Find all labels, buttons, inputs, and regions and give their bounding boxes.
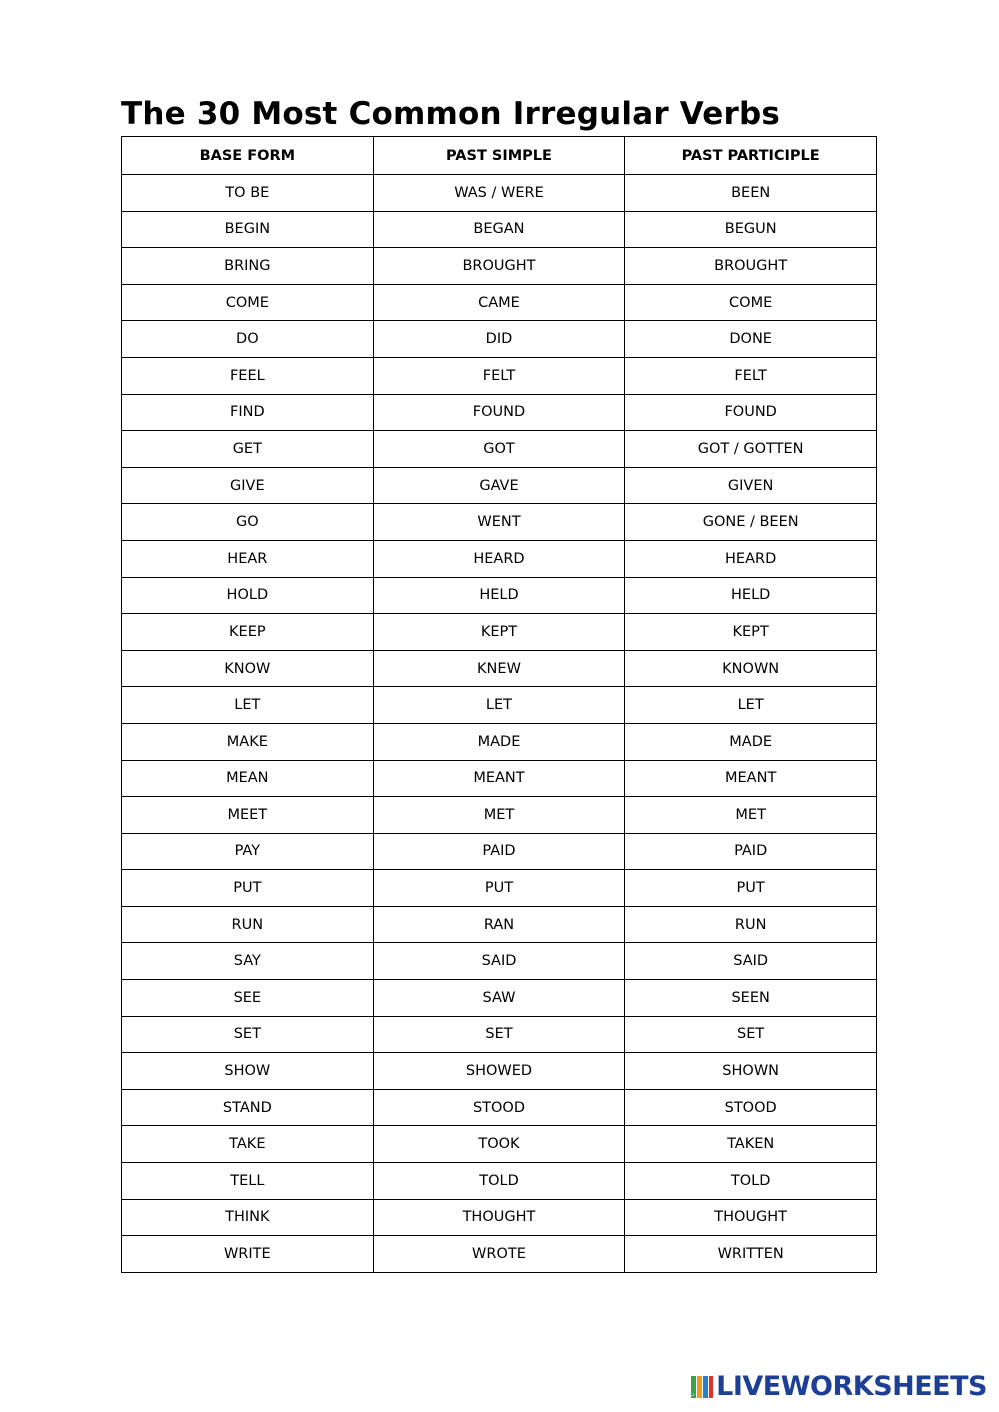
table-row [122, 211, 877, 248]
base-form-cell: BEGIN [122, 211, 374, 248]
column-header-past-participle: PAST PARTICIPLE [625, 137, 877, 175]
base-form-cell: THINK [122, 1199, 374, 1236]
liveworksheets-brand [690, 1371, 987, 1403]
table-row [122, 870, 877, 907]
past-simple-cell: THOUGHT [373, 1199, 625, 1236]
table-row [122, 980, 877, 1017]
past-participle-cell: KNOWN [625, 650, 877, 687]
past-simple-cell: GAVE [373, 467, 625, 504]
table-row [122, 797, 877, 834]
past-participle-cell: MEANT [625, 760, 877, 797]
past-simple-cell: HELD [373, 577, 625, 614]
table-header-row [122, 137, 877, 175]
base-form-cell: LET [122, 687, 374, 724]
base-form-cell: GIVE [122, 467, 374, 504]
past-participle-cell: HELD [625, 577, 877, 614]
past-simple-cell: DID [373, 321, 625, 358]
base-form-cell: DO [122, 321, 374, 358]
past-participle-cell: PUT [625, 870, 877, 907]
past-simple-cell: TOOK [373, 1126, 625, 1163]
base-form-cell: SHOW [122, 1053, 374, 1090]
table-row [122, 943, 877, 980]
past-participle-cell: LET [625, 687, 877, 724]
past-simple-cell: SET [373, 1016, 625, 1053]
table-row [122, 1126, 877, 1163]
base-form-cell: KNOW [122, 650, 374, 687]
past-simple-cell: BEGAN [373, 211, 625, 248]
past-participle-cell: PAID [625, 833, 877, 870]
past-simple-cell: WROTE [373, 1236, 625, 1273]
past-simple-cell: MADE [373, 723, 625, 760]
past-simple-cell: PUT [373, 870, 625, 907]
table-row [122, 1053, 877, 1090]
base-form-cell: RUN [122, 906, 374, 943]
table-row [122, 431, 877, 468]
past-participle-cell: MADE [625, 723, 877, 760]
past-participle-cell: GIVEN [625, 467, 877, 504]
past-simple-cell: SHOWED [373, 1053, 625, 1090]
table-row [122, 650, 877, 687]
past-participle-cell: STOOD [625, 1089, 877, 1126]
past-simple-cell: RAN [373, 906, 625, 943]
past-simple-cell: WAS / WERE [373, 175, 625, 212]
table-row [122, 1163, 877, 1200]
base-form-cell: KEEP [122, 614, 374, 651]
past-participle-cell: MET [625, 797, 877, 834]
past-simple-cell: STOOD [373, 1089, 625, 1126]
past-participle-cell: BROUGHT [625, 248, 877, 285]
base-form-cell: FEEL [122, 357, 374, 394]
past-simple-cell: LET [373, 687, 625, 724]
past-simple-cell: MEANT [373, 760, 625, 797]
base-form-cell: TAKE [122, 1126, 374, 1163]
past-simple-cell: BROUGHT [373, 248, 625, 285]
past-simple-cell: SAW [373, 980, 625, 1017]
past-participle-cell: SET [625, 1016, 877, 1053]
column-header-past-simple: PAST SIMPLE [373, 137, 625, 175]
base-form-cell: MAKE [122, 723, 374, 760]
table-row [122, 175, 877, 212]
past-participle-cell: BEGUN [625, 211, 877, 248]
table-row [122, 467, 877, 504]
past-participle-cell: FELT [625, 357, 877, 394]
past-participle-cell: TAKEN [625, 1126, 877, 1163]
past-simple-cell: TOLD [373, 1163, 625, 1200]
past-participle-cell: COME [625, 284, 877, 321]
past-participle-cell: KEPT [625, 614, 877, 651]
base-form-cell: GET [122, 431, 374, 468]
base-form-cell: WRITE [122, 1236, 374, 1273]
table-row [122, 723, 877, 760]
table-row [122, 687, 877, 724]
base-form-cell: HEAR [122, 540, 374, 577]
svg-text:L: L [690, 1393, 696, 1396]
past-participle-cell: SEEN [625, 980, 877, 1017]
table-row [122, 357, 877, 394]
base-form-cell: PAY [122, 833, 374, 870]
past-simple-cell: FOUND [373, 394, 625, 431]
past-participle-cell: SAID [625, 943, 877, 980]
past-participle-cell: RUN [625, 906, 877, 943]
past-simple-cell: KEPT [373, 614, 625, 651]
base-form-cell: GO [122, 504, 374, 541]
base-form-cell: STAND [122, 1089, 374, 1126]
table-body [122, 175, 877, 1273]
table-row [122, 833, 877, 870]
past-simple-cell: GOT [373, 431, 625, 468]
base-form-cell: FIND [122, 394, 374, 431]
table-row [122, 504, 877, 541]
past-participle-cell: HEARD [625, 540, 877, 577]
past-simple-cell: PAID [373, 833, 625, 870]
table-row [122, 760, 877, 797]
table-row [122, 540, 877, 577]
base-form-cell: SET [122, 1016, 374, 1053]
base-form-cell: SEE [122, 980, 374, 1017]
base-form-cell: PUT [122, 870, 374, 907]
past-participle-cell: GONE / BEEN [625, 504, 877, 541]
past-simple-cell: FELT [373, 357, 625, 394]
table-row [122, 1199, 877, 1236]
base-form-cell: TO BE [122, 175, 374, 212]
base-form-cell: TELL [122, 1163, 374, 1200]
past-simple-cell: KNEW [373, 650, 625, 687]
past-participle-cell: BEEN [625, 175, 877, 212]
irregular-verbs-table [121, 136, 877, 1273]
table-row [122, 614, 877, 651]
table-row [122, 1089, 877, 1126]
table-row [122, 284, 877, 321]
past-simple-cell: MET [373, 797, 625, 834]
past-simple-cell: HEARD [373, 540, 625, 577]
liveworksheets-wordmark: LIVEWORKSHEETS [716, 1371, 987, 1402]
page-title: The 30 Most Common Irregular Verbs [121, 96, 781, 132]
table-row [122, 906, 877, 943]
column-header-base-form: BASE FORM [122, 137, 374, 175]
liveworksheets-logo-icon [690, 1374, 714, 1400]
table-row [122, 1236, 877, 1273]
table-row [122, 577, 877, 614]
base-form-cell: BRING [122, 248, 374, 285]
past-participle-cell: TOLD [625, 1163, 877, 1200]
base-form-cell: MEAN [122, 760, 374, 797]
past-participle-cell: FOUND [625, 394, 877, 431]
past-participle-cell: THOUGHT [625, 1199, 877, 1236]
past-simple-cell: WENT [373, 504, 625, 541]
table-row [122, 1016, 877, 1053]
past-participle-cell: SHOWN [625, 1053, 877, 1090]
table-row [122, 394, 877, 431]
past-participle-cell: WRITTEN [625, 1236, 877, 1273]
table-row [122, 321, 877, 358]
past-simple-cell: CAME [373, 284, 625, 321]
base-form-cell: COME [122, 284, 374, 321]
past-participle-cell: DONE [625, 321, 877, 358]
past-simple-cell: SAID [373, 943, 625, 980]
base-form-cell: HOLD [122, 577, 374, 614]
base-form-cell: SAY [122, 943, 374, 980]
base-form-cell: MEET [122, 797, 374, 834]
past-participle-cell: GOT / GOTTEN [625, 431, 877, 468]
table-row [122, 248, 877, 285]
